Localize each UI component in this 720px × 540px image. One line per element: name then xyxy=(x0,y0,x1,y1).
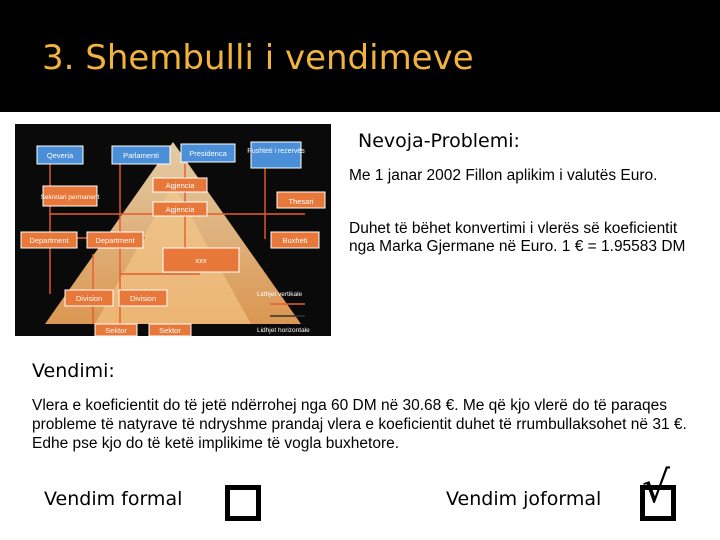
slide-content xyxy=(0,112,720,540)
legend-vertical: Lidhjet vertikale xyxy=(257,291,303,298)
box-parlamenti-label: Parlamenti xyxy=(123,151,159,160)
box-department-1-label: Department xyxy=(29,236,69,245)
box-buxheti-label: Buxheti xyxy=(282,236,308,245)
decision-heading: Vendimi: xyxy=(32,360,115,382)
box-sektor-2-label: Sektor xyxy=(159,326,181,335)
box-agjencia-1-label: Agjencia xyxy=(165,181,195,190)
need-heading: Nevoja-Problemi: xyxy=(358,130,520,152)
slide-title: 3. Shembulli i vendimeve xyxy=(42,38,474,78)
box-xxx-label: xxx xyxy=(195,256,207,265)
box-sekretari-label: Sekretari permanent xyxy=(40,194,100,201)
need-paragraph-1: Me 1 janar 2002 Fillon aplikim i valutës Euro. xyxy=(349,167,658,184)
box-presidenca-label: Presidenca xyxy=(189,149,227,158)
box-department-2-label: Department xyxy=(95,236,135,245)
box-agjencia-2-label: Agjencia xyxy=(165,205,195,214)
formal-decision-label: Vendim formal xyxy=(44,488,183,510)
box-qeveria-label: Qeveria xyxy=(46,151,74,160)
box-sektor-1-label: Sektor xyxy=(105,326,127,335)
informal-decision-label: Vendim joformal xyxy=(446,488,602,510)
box-pushteti xyxy=(251,142,301,168)
checkmark-icon: √ xyxy=(642,462,671,513)
need-paragraph-2: Duhet të bëhet konvertimi i vlerës së koeficientit nga Marka Gjermane në Euro. 1 € = 1.95583 DM xyxy=(349,220,686,255)
box-pushteti-label: Pushteti i rezervës xyxy=(247,148,305,155)
decision-text: Vlera e koeficientit do të jetë ndërrohej nga 60 DM në 30.68 €. Me që kjo vlerë do të paraqes probleme të natyrave të ndryshme prandaj vlera e koeficientit duhet të rrumbullaksohet në 31 €. Edhe pse kjo do të ketë implikime të vogla buxhetore. xyxy=(32,397,687,452)
title-bar xyxy=(0,0,720,112)
org-diagram xyxy=(15,124,331,336)
formal-decision-checkbox[interactable] xyxy=(225,485,261,521)
box-division-1-label: Division xyxy=(75,294,103,303)
box-division-2-label: Division xyxy=(129,294,157,303)
org-chart-svg xyxy=(15,124,331,336)
legend-horizontal: Lidhjet horizontale xyxy=(257,327,310,334)
box-thesari-label: Thesari xyxy=(288,197,314,206)
